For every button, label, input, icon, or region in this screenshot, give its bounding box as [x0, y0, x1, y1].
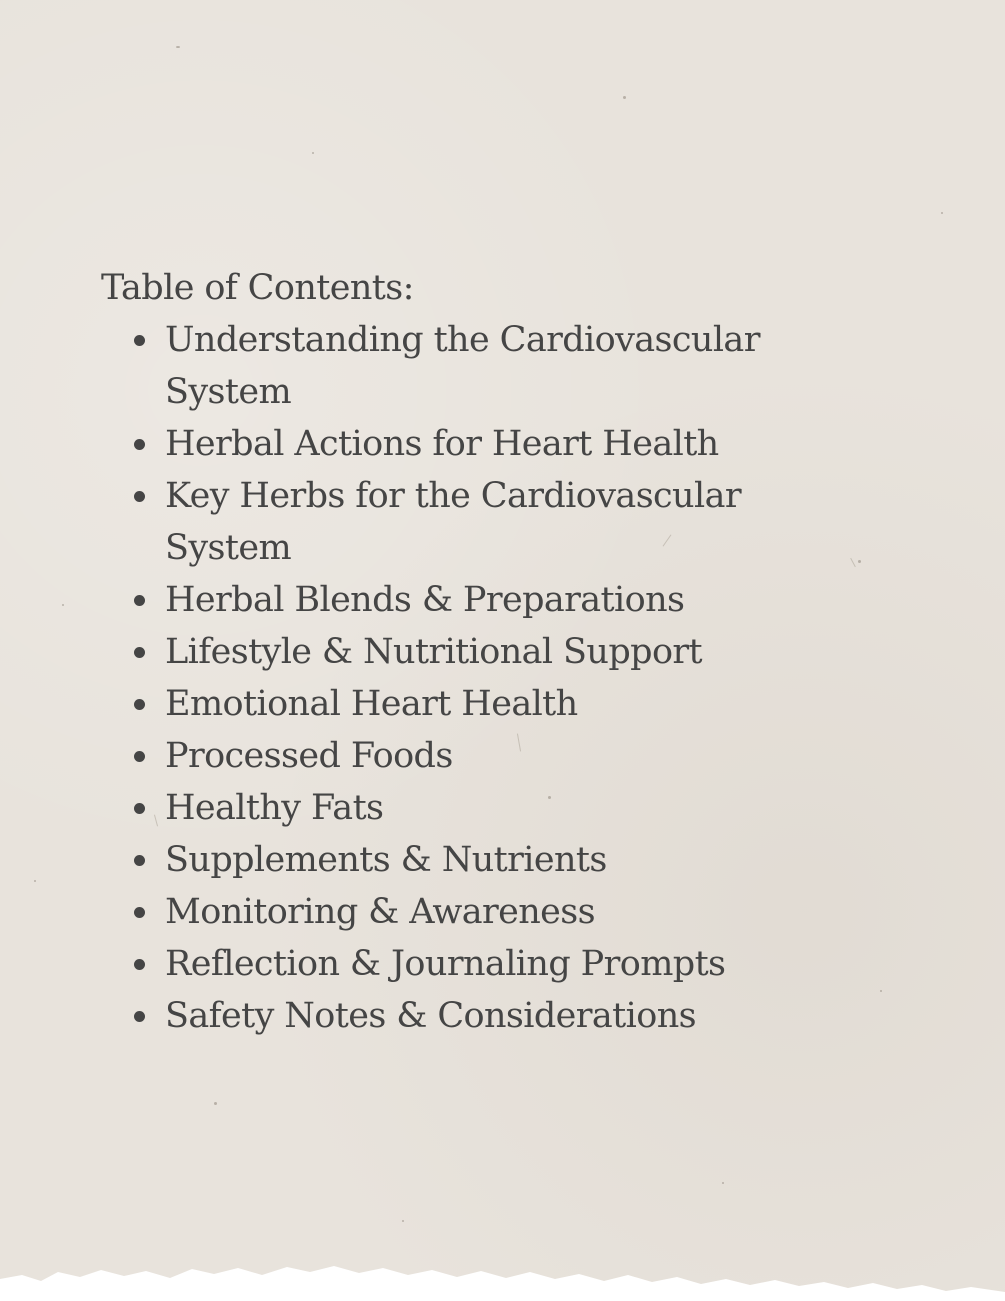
paper-speck	[880, 990, 882, 992]
toc-item-emotional-heart-health	[101, 678, 861, 730]
toc-item-label: Key Herbs for the Cardiovascular System	[165, 476, 741, 568]
paper-speck	[214, 1102, 217, 1105]
toc-item-label: Lifestyle & Nutritional Support	[165, 632, 703, 672]
torn-paper-edge	[0, 1241, 1005, 1301]
toc-heading: Table of Contents:	[101, 268, 414, 308]
bullet-icon	[134, 1011, 145, 1022]
paper-speck	[941, 212, 943, 214]
toc-item-reflection-journaling	[101, 938, 861, 990]
toc-item-supplements	[101, 834, 861, 886]
toc-item-herbal-actions	[101, 418, 861, 470]
toc-item-monitoring	[101, 886, 861, 938]
bullet-icon	[134, 595, 145, 606]
bullet-icon	[134, 959, 145, 970]
toc-item-label: Safety Notes & Considerations	[165, 996, 697, 1036]
table-of-contents	[101, 262, 861, 1042]
bullet-icon	[134, 803, 145, 814]
toc-item-herbal-blends	[101, 574, 861, 626]
toc-item-processed-foods	[101, 730, 861, 782]
paper-speck	[62, 604, 64, 606]
bullet-icon	[134, 335, 145, 346]
bullet-icon	[134, 907, 145, 918]
paper-speck	[722, 1182, 724, 1184]
paper-speck	[623, 96, 626, 99]
toc-item-safety-notes	[101, 990, 861, 1042]
bullet-icon	[134, 491, 145, 502]
toc-item-cardiovascular-system	[101, 314, 861, 418]
paper-speck	[176, 46, 180, 48]
toc-item-key-herbs	[101, 470, 861, 574]
bullet-icon	[134, 855, 145, 866]
bullet-icon	[134, 647, 145, 658]
toc-item-label: Understanding the Cardiovascular System	[165, 320, 760, 412]
toc-item-healthy-fats	[101, 782, 861, 834]
paper-speck	[402, 1220, 404, 1222]
toc-item-label: Herbal Blends & Preparations	[165, 580, 685, 620]
toc-item-label: Processed Foods	[165, 736, 453, 776]
toc-list	[101, 314, 861, 1042]
toc-item-label: Supplements & Nutrients	[165, 840, 607, 880]
paper-speck	[34, 880, 36, 882]
bullet-icon	[134, 751, 145, 762]
toc-item-label: Healthy Fats	[165, 788, 384, 828]
bullet-icon	[134, 699, 145, 710]
toc-item-label: Emotional Heart Health	[165, 684, 578, 724]
toc-item-label: Herbal Actions for Heart Health	[165, 424, 719, 464]
paper-speck	[312, 152, 314, 154]
toc-item-label: Reflection & Journaling Prompts	[165, 944, 726, 984]
toc-item-lifestyle-nutrition	[101, 626, 861, 678]
bullet-icon	[134, 439, 145, 450]
toc-item-label: Monitoring & Awareness	[165, 892, 596, 932]
